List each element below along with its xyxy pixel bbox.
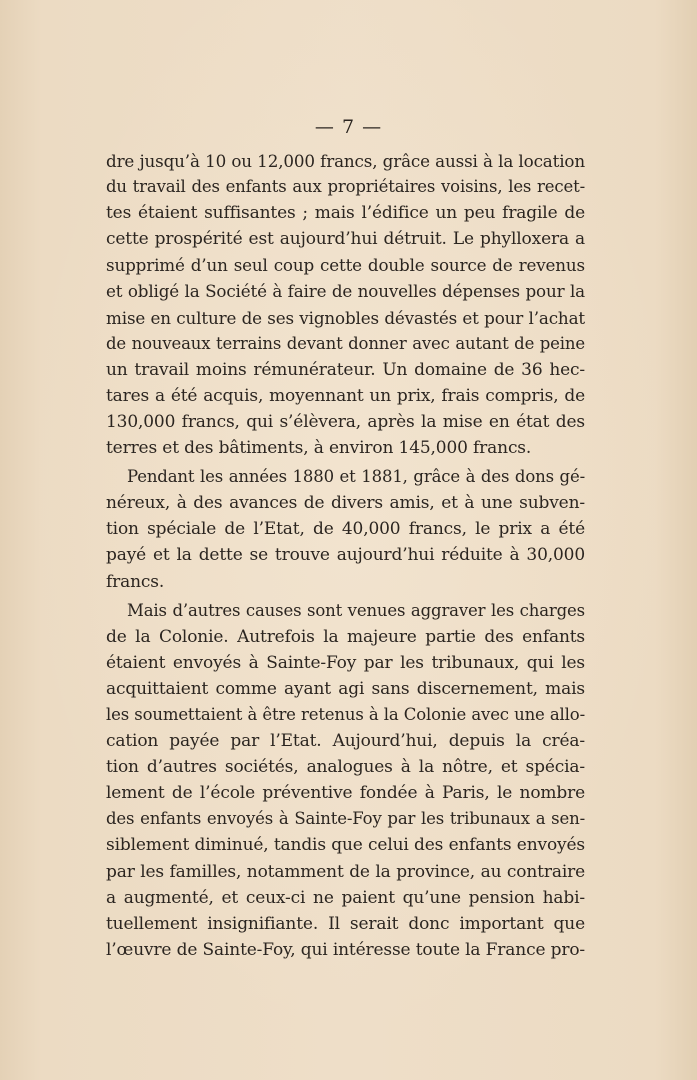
text-line: Pendant les années 1880 et 1881, grâce à des dons gé- [127, 467, 585, 487]
text-line: siblement diminué, tandis que celui des enfants envoyés [106, 835, 585, 856]
text-line: un travail moins rémunérateur. Un domaine de 36 hec- [106, 359, 585, 380]
text-line: acquittaient comme ayant agi sans discernement, mais [106, 678, 585, 699]
text-line: tes étaient suffisantes ; mais l’édifice un peu fragile de [106, 203, 585, 224]
text-line: du travail des enfants aux propriétaires voisins, les recet- [106, 177, 585, 197]
text-line: supprimé d’un seul coup cette double source de revenus [106, 255, 585, 276]
paragraph-3 [106, 598, 585, 963]
text-line: les soumettaient à être retenus à la Colonie avec une allo- [106, 704, 585, 724]
text-line: étaient envoyés à Sainte-Foy par les tribunaux, qui les [106, 652, 585, 673]
text-line: de la Colonie. Autrefois la majeure partie des enfants [106, 626, 585, 647]
text-line: dre jusqu’à 10 ou 12,000 francs, grâce aussi à la location [106, 151, 585, 171]
text-line: terres et des bâtiments, à environ 145,000 francs. [106, 438, 532, 459]
page-number: — 7 — [314, 116, 383, 138]
text-line: néreux, à des avances de divers amis, et à une subven- [106, 493, 585, 514]
text-line: de nouveaux terrains devant donner avec autant de peine [106, 333, 585, 353]
text-line: tares a été acquis, moyennant un prix, frais compris, de [106, 385, 585, 406]
text-line: tion d’autres sociétés, analogues à la nôtre, et spécia- [106, 757, 585, 778]
text-line: a augmenté, et ceux-ci ne paient qu’une pension habi- [106, 887, 585, 908]
text-line: mise en culture de ses vignobles dévastés et pour l’achat [106, 307, 585, 328]
text-line: et obligé la Société à faire de nouvelles dépenses pour la [106, 281, 585, 302]
text-line: l’œuvre de Sainte-Foy, qui intéresse toute la France pro- [106, 939, 585, 960]
text-line: tuellement insignifiante. Il serait donc important que [106, 913, 585, 934]
text-line: payé et la dette se trouve aujourd’hui réduite à 30,000 [106, 545, 585, 566]
text-line: par les familles, notamment de la province, au contraire [106, 861, 585, 882]
text-line: cette prospérité est aujourd’hui détruit. Le phylloxera a [106, 229, 585, 250]
paragraph-2 [106, 464, 585, 594]
text-line: lement de l’école préventive fondée à Paris, le nombre [106, 783, 585, 804]
text-line: Mais d’autres causes sont venues aggraver les charges [127, 600, 585, 620]
text-line: francs. [106, 571, 165, 592]
text-line: des enfants envoyés à Sainte-Foy par les tribunaux a sen- [106, 809, 585, 829]
text-line: cation payée par l’Etat. Aujourd’hui, depuis la créa- [106, 731, 585, 752]
text-line: 130,000 francs, qui s’élèvera, après la mise en état des [106, 411, 585, 432]
paragraph-1 [106, 148, 585, 461]
body-text [106, 148, 585, 963]
text-line: tion spéciale de l’Etat, de 40,000 francs, le prix a été [106, 519, 585, 540]
